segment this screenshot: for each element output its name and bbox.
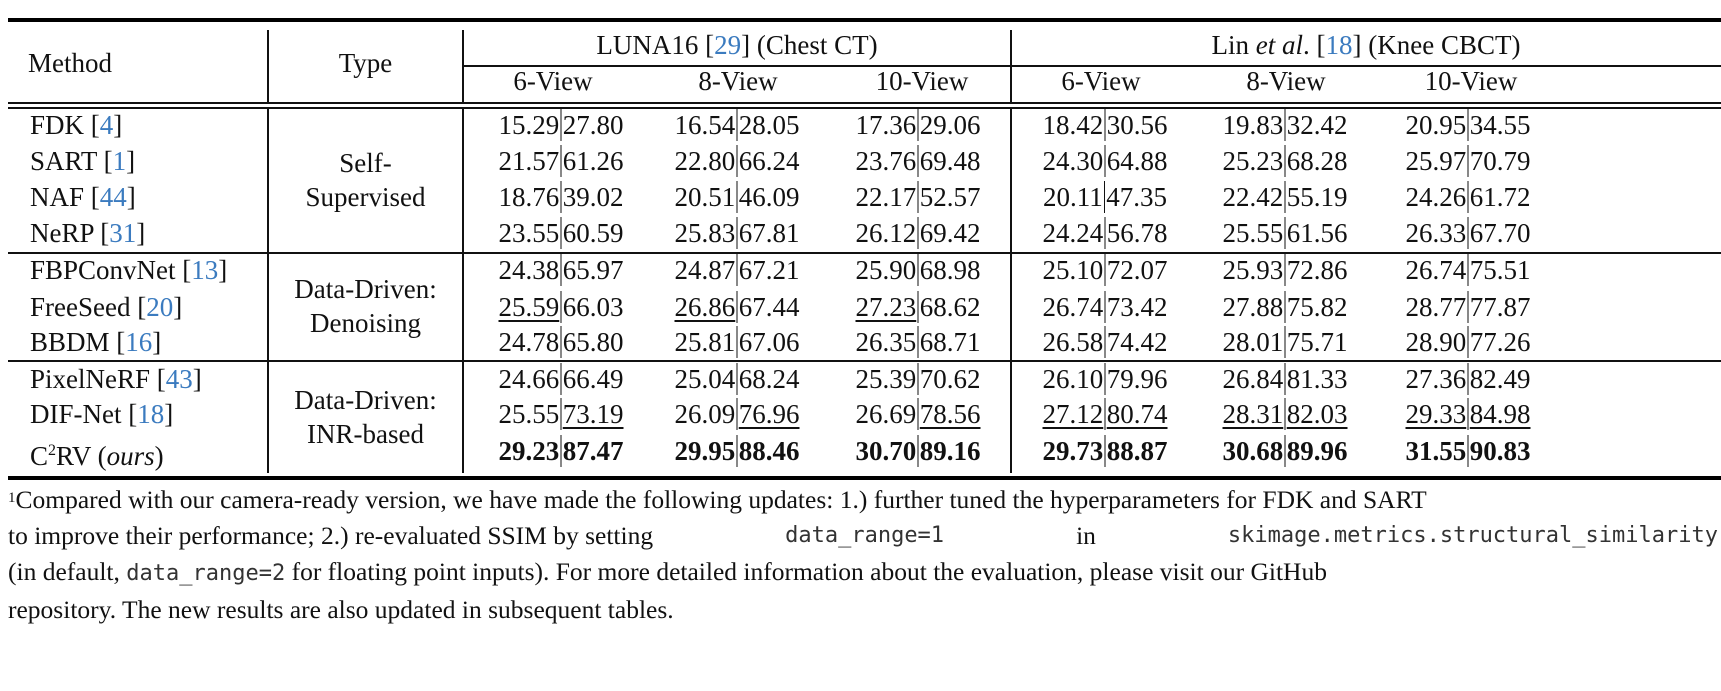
metric-cell bbox=[856, 180, 981, 214]
ssim-value: 81.33 bbox=[1286, 364, 1348, 394]
metric-cell bbox=[499, 290, 624, 324]
metric-cell bbox=[675, 216, 800, 250]
value-separator bbox=[917, 398, 919, 430]
metric-cell bbox=[1043, 180, 1167, 214]
psnr-value: 17.36 bbox=[855, 110, 917, 140]
value-separator bbox=[917, 291, 919, 323]
psnr-value: 25.81 bbox=[674, 327, 736, 357]
value-separator bbox=[1104, 435, 1106, 467]
citation-link[interactable]: 31 bbox=[109, 218, 137, 248]
citation-link[interactable]: 44 bbox=[99, 182, 127, 212]
metric-cell bbox=[1043, 325, 1168, 359]
value-separator bbox=[1104, 254, 1106, 286]
psnr-value: 26.12 bbox=[855, 218, 917, 248]
value-separator bbox=[1467, 398, 1469, 430]
header-view: 8-View bbox=[698, 66, 778, 96]
value-separator bbox=[1467, 435, 1469, 467]
citation-link[interactable]: 13 bbox=[191, 255, 219, 285]
header-dataset-luna16: LUNA16 [29] (Chest CT) bbox=[596, 30, 878, 60]
ssim-value: 78.56 bbox=[919, 399, 981, 429]
psnr-value: 26.69 bbox=[855, 399, 917, 429]
ssim-value: 72.07 bbox=[1106, 255, 1168, 285]
psnr-value: 28.01 bbox=[1222, 327, 1284, 357]
ssim-value: 75.51 bbox=[1469, 255, 1531, 285]
metric-cell bbox=[1223, 434, 1348, 468]
psnr-value: 26.74 bbox=[1042, 292, 1104, 322]
citation-link[interactable]: 18 bbox=[1325, 30, 1353, 60]
ssim-value: 64.88 bbox=[1106, 146, 1168, 176]
psnr-value: 22.42 bbox=[1222, 182, 1284, 212]
citation-link[interactable]: 16 bbox=[125, 327, 153, 357]
psnr-value: 27.88 bbox=[1222, 292, 1284, 322]
header-method: Method bbox=[28, 48, 112, 78]
header-view: 8-View bbox=[1246, 66, 1326, 96]
value-separator bbox=[1467, 217, 1469, 249]
ssim-value: 88.87 bbox=[1106, 436, 1168, 466]
type-self-supervised: Self- Supervised bbox=[305, 148, 426, 212]
metric-cell bbox=[1406, 253, 1531, 287]
value-separator bbox=[1284, 326, 1286, 358]
psnr-value: 25.90 bbox=[855, 255, 917, 285]
ssim-value: 55.19 bbox=[1286, 182, 1348, 212]
value-separator bbox=[1104, 363, 1106, 395]
metric-cell bbox=[1043, 397, 1168, 431]
value-separator bbox=[1284, 363, 1286, 395]
psnr-value: 18.42 bbox=[1042, 110, 1104, 140]
ssim-value: 75.82 bbox=[1286, 292, 1348, 322]
ssim-value: 67.06 bbox=[738, 327, 800, 357]
value-separator bbox=[1467, 181, 1469, 213]
psnr-value: 20.95 bbox=[1405, 110, 1467, 140]
metric-cell bbox=[675, 180, 800, 214]
ssim-value: 56.78 bbox=[1106, 218, 1168, 248]
ssim-value: 65.97 bbox=[562, 255, 624, 285]
footnote-line-4: repository. The new results are also updated in subsequent tables. bbox=[8, 595, 674, 624]
ssim-value: 39.02 bbox=[562, 182, 624, 212]
ssim-value: 76.96 bbox=[738, 399, 800, 429]
ssim-value: 32.42 bbox=[1286, 110, 1348, 140]
metric-cell bbox=[499, 434, 624, 468]
metric-cell bbox=[1223, 325, 1348, 359]
value-separator bbox=[1284, 291, 1286, 323]
ssim-value: 67.70 bbox=[1469, 218, 1531, 248]
psnr-value: 15.29 bbox=[498, 110, 560, 140]
psnr-value: 22.17 bbox=[855, 182, 917, 212]
value-separator bbox=[1467, 363, 1469, 395]
psnr-value: 25.04 bbox=[674, 364, 736, 394]
value-separator bbox=[560, 217, 562, 249]
psnr-value: 24.66 bbox=[498, 364, 560, 394]
psnr-value: 27.23 bbox=[855, 292, 917, 322]
ssim-value: 47.35 bbox=[1106, 182, 1167, 212]
value-separator bbox=[1104, 398, 1106, 430]
psnr-value: 29.73 bbox=[1042, 436, 1104, 466]
metric-cell bbox=[856, 108, 981, 142]
ssim-value: 80.74 bbox=[1106, 399, 1168, 429]
value-separator bbox=[1104, 109, 1106, 141]
value-separator bbox=[560, 291, 562, 323]
table-bottom-rule bbox=[8, 476, 1721, 480]
psnr-value: 20.51 bbox=[674, 182, 736, 212]
psnr-value: 29.33 bbox=[1405, 399, 1467, 429]
metric-cell bbox=[1406, 144, 1531, 178]
psnr-value: 25.39 bbox=[855, 364, 917, 394]
psnr-value: 21.57 bbox=[498, 146, 560, 176]
psnr-value: 24.87 bbox=[674, 255, 736, 285]
metric-cell bbox=[499, 216, 624, 250]
value-separator bbox=[1284, 109, 1286, 141]
psnr-value: 28.31 bbox=[1222, 399, 1284, 429]
psnr-value: 20.11 bbox=[1043, 182, 1103, 212]
value-separator bbox=[560, 435, 562, 467]
psnr-value: 24.30 bbox=[1042, 146, 1104, 176]
method-name: FBPConvNet [13] bbox=[30, 255, 228, 285]
psnr-value: 25.93 bbox=[1222, 255, 1284, 285]
psnr-value: 26.58 bbox=[1042, 327, 1104, 357]
psnr-value: 26.74 bbox=[1405, 255, 1467, 285]
psnr-value: 16.54 bbox=[674, 110, 736, 140]
value-separator bbox=[736, 363, 738, 395]
ssim-value: 52.57 bbox=[919, 182, 981, 212]
psnr-value: 30.68 bbox=[1222, 436, 1284, 466]
metric-cell bbox=[1406, 290, 1531, 324]
ssim-value: 30.56 bbox=[1106, 110, 1168, 140]
citation-link[interactable]: 1 bbox=[112, 146, 127, 176]
ssim-value: 34.55 bbox=[1469, 110, 1531, 140]
citation-link[interactable]: 4 bbox=[99, 110, 114, 140]
value-separator bbox=[1284, 254, 1286, 286]
metric-cell bbox=[499, 253, 624, 287]
metric-cell bbox=[1223, 180, 1348, 214]
ssim-value: 88.46 bbox=[738, 436, 800, 466]
psnr-value: 25.83 bbox=[674, 218, 736, 248]
metric-cell bbox=[675, 253, 800, 287]
value-separator bbox=[1467, 254, 1469, 286]
psnr-value: 25.55 bbox=[498, 399, 560, 429]
ssim-value: 69.48 bbox=[919, 146, 981, 176]
metric-cell bbox=[675, 290, 800, 324]
value-separator bbox=[736, 109, 738, 141]
value-separator bbox=[917, 109, 919, 141]
method-name: $C^2RV$ (ours) bbox=[30, 441, 164, 471]
metric-cell bbox=[499, 180, 624, 214]
psnr-value: 19.83 bbox=[1222, 110, 1284, 140]
psnr-value: 25.97 bbox=[1405, 146, 1467, 176]
ssim-value: 87.47 bbox=[562, 436, 624, 466]
ssim-value: 68.28 bbox=[1286, 146, 1348, 176]
metric-cell bbox=[856, 290, 981, 324]
metric-cell bbox=[675, 362, 800, 396]
metric-cell bbox=[675, 434, 800, 468]
psnr-value: 22.80 bbox=[674, 146, 736, 176]
footnote bbox=[8, 482, 1718, 628]
metric-cell bbox=[856, 144, 981, 178]
value-separator bbox=[917, 217, 919, 249]
psnr-value: 25.23 bbox=[1222, 146, 1284, 176]
metric-cell bbox=[1406, 216, 1531, 250]
value-separator bbox=[917, 145, 919, 177]
metric-cell bbox=[1223, 144, 1348, 178]
value-separator bbox=[917, 435, 919, 467]
header-view: 6-View bbox=[1061, 66, 1141, 96]
ssim-value: 61.72 bbox=[1469, 182, 1531, 212]
metric-cell bbox=[1043, 216, 1168, 250]
metric-cell bbox=[499, 362, 624, 396]
psnr-value: 26.84 bbox=[1222, 364, 1284, 394]
value-separator bbox=[1104, 181, 1106, 213]
psnr-value: 27.36 bbox=[1405, 364, 1467, 394]
ssim-value: 73.42 bbox=[1106, 292, 1168, 322]
value-separator bbox=[1467, 326, 1469, 358]
metric-cell bbox=[1043, 253, 1168, 287]
ssim-value: 67.44 bbox=[738, 292, 800, 322]
header-view: 6-View bbox=[513, 66, 593, 96]
ssim-value: 66.24 bbox=[738, 146, 800, 176]
metric-cell bbox=[1223, 397, 1348, 431]
ssim-value: 77.87 bbox=[1469, 292, 1531, 322]
metric-cell bbox=[1223, 290, 1348, 324]
ssim-value: 27.80 bbox=[562, 110, 624, 140]
type-data-driven-denoising: Data-Driven: Denoising bbox=[294, 274, 437, 338]
value-separator bbox=[917, 254, 919, 286]
value-separator bbox=[1467, 145, 1469, 177]
value-separator bbox=[1284, 398, 1286, 430]
metric-cell bbox=[1406, 180, 1531, 214]
value-separator bbox=[1284, 145, 1286, 177]
type-data-driven-inr: Data-Driven: INR-based bbox=[294, 385, 437, 449]
psnr-value: 26.86 bbox=[674, 292, 736, 322]
metric-cell bbox=[1223, 362, 1348, 396]
psnr-value: 23.76 bbox=[855, 146, 917, 176]
ssim-value: 79.96 bbox=[1106, 364, 1168, 394]
value-separator bbox=[1104, 291, 1106, 323]
ssim-value: 68.71 bbox=[919, 327, 981, 357]
footnote-line-2: to improve their performance; 2.) re-evaluated SSIM by setting data_range=1 in skimage.metrics.structural_similarity bbox=[8, 521, 1718, 550]
ssim-value: 68.24 bbox=[738, 364, 800, 394]
citation-link[interactable]: 18 bbox=[137, 399, 165, 429]
metric-cell bbox=[499, 108, 624, 142]
method-name: PixelNeRF [43] bbox=[30, 364, 202, 394]
ssim-value: 65.80 bbox=[562, 327, 624, 357]
metric-cell bbox=[1043, 290, 1168, 324]
psnr-value: 26.10 bbox=[1042, 364, 1104, 394]
ssim-value: 74.42 bbox=[1106, 327, 1168, 357]
value-separator bbox=[736, 181, 738, 213]
metric-cell bbox=[499, 397, 624, 431]
value-separator bbox=[736, 254, 738, 286]
psnr-value: 24.78 bbox=[498, 327, 560, 357]
metric-cell bbox=[1406, 362, 1531, 396]
ssim-value: 67.21 bbox=[738, 255, 800, 285]
header-view: 10-View bbox=[875, 66, 969, 96]
ssim-value: 68.98 bbox=[919, 255, 981, 285]
psnr-value: 23.55 bbox=[498, 218, 560, 248]
vline-lin-body bbox=[1010, 108, 1012, 473]
ssim-value: 60.59 bbox=[562, 218, 624, 248]
psnr-value: 25.55 bbox=[1222, 218, 1284, 248]
value-separator bbox=[736, 398, 738, 430]
footnote-line-1: $^1$Compared with our camera-ready version, we have made the following updates: 1.) further tuned the hyperparameters for FDK and SART bbox=[8, 485, 1427, 514]
psnr-value: 24.26 bbox=[1405, 182, 1467, 212]
psnr-value: 29.23 bbox=[498, 436, 560, 466]
metric-cell bbox=[1406, 325, 1531, 359]
metric-cell bbox=[856, 216, 981, 250]
metric-cell bbox=[1043, 108, 1168, 142]
caption-partial bbox=[0, 0, 1721, 2]
metric-cell bbox=[675, 108, 800, 142]
psnr-value: 28.77 bbox=[1405, 292, 1467, 322]
footnote-line-3: (in default, data_range=2 for floating point inputs). For more detailed information about the evaluation, please visit our GitHub bbox=[8, 557, 1327, 586]
ssim-value: 82.03 bbox=[1286, 399, 1348, 429]
ssim-value: 66.49 bbox=[562, 364, 624, 394]
value-separator bbox=[1467, 291, 1469, 323]
table-top-rule bbox=[8, 18, 1721, 22]
ssim-value: 89.16 bbox=[919, 436, 981, 466]
value-separator bbox=[1284, 435, 1286, 467]
metric-cell bbox=[499, 144, 624, 178]
psnr-value: 24.24 bbox=[1042, 218, 1104, 248]
value-separator bbox=[917, 181, 919, 213]
ssim-value: 70.79 bbox=[1469, 146, 1531, 176]
ssim-value: 75.71 bbox=[1286, 327, 1348, 357]
citation-link[interactable]: 29 bbox=[714, 30, 742, 60]
metric-cell bbox=[1043, 434, 1168, 468]
psnr-value: 29.95 bbox=[674, 436, 736, 466]
value-separator bbox=[1104, 217, 1106, 249]
ssim-value: 77.26 bbox=[1469, 327, 1531, 357]
ssim-value: 69.42 bbox=[919, 218, 981, 248]
ssim-value: 73.19 bbox=[562, 399, 624, 429]
value-separator bbox=[736, 435, 738, 467]
value-separator bbox=[917, 326, 919, 358]
psnr-value: 30.70 bbox=[855, 436, 917, 466]
value-separator bbox=[1104, 145, 1106, 177]
metric-cell bbox=[856, 362, 981, 396]
value-separator bbox=[1284, 181, 1286, 213]
ssim-value: 46.09 bbox=[738, 182, 800, 212]
method-name: NeRP [31] bbox=[30, 218, 146, 248]
ssim-value: 84.98 bbox=[1469, 399, 1531, 429]
value-separator bbox=[560, 181, 562, 213]
metric-cell bbox=[675, 325, 800, 359]
metric-cell bbox=[675, 397, 800, 431]
metric-cell bbox=[1043, 362, 1168, 396]
value-separator bbox=[736, 326, 738, 358]
ssim-value: 68.62 bbox=[919, 292, 981, 322]
value-separator bbox=[560, 145, 562, 177]
method-name: FDK [4] bbox=[30, 110, 123, 140]
ssim-value: 72.86 bbox=[1286, 255, 1348, 285]
metric-cell bbox=[1043, 144, 1168, 178]
metric-cell bbox=[1223, 108, 1348, 142]
header-view: 10-View bbox=[1424, 66, 1518, 96]
metric-cell bbox=[856, 325, 981, 359]
ssim-value: 28.05 bbox=[738, 110, 800, 140]
psnr-value: 18.76 bbox=[498, 182, 560, 212]
value-separator bbox=[560, 109, 562, 141]
ssim-value: 82.49 bbox=[1469, 364, 1531, 394]
value-separator bbox=[736, 291, 738, 323]
metric-cell bbox=[1406, 397, 1531, 431]
value-separator bbox=[560, 363, 562, 395]
metric-cell bbox=[675, 144, 800, 178]
metric-cell bbox=[856, 434, 981, 468]
psnr-value: 24.38 bbox=[498, 255, 560, 285]
ssim-value: 89.96 bbox=[1286, 436, 1348, 466]
header-dataset-lin: Lin et al. [18] (Knee CBCT) bbox=[1211, 30, 1521, 60]
psnr-value: 31.55 bbox=[1405, 436, 1467, 466]
value-separator bbox=[917, 363, 919, 395]
metric-cell bbox=[856, 253, 981, 287]
method-name: NAF [44] bbox=[30, 182, 136, 212]
ssim-value: 61.26 bbox=[562, 146, 624, 176]
value-separator bbox=[1467, 109, 1469, 141]
psnr-value: 26.33 bbox=[1405, 218, 1467, 248]
ssim-value: 67.81 bbox=[738, 218, 800, 248]
value-separator bbox=[560, 326, 562, 358]
citation-link[interactable]: 43 bbox=[165, 364, 193, 394]
ssim-value: 29.06 bbox=[919, 110, 981, 140]
value-separator bbox=[560, 398, 562, 430]
metric-cell bbox=[1223, 253, 1348, 287]
method-name: BBDM [16] bbox=[30, 327, 162, 357]
metric-cell bbox=[1406, 108, 1531, 142]
psnr-value: 26.09 bbox=[674, 399, 736, 429]
psnr-value: 28.90 bbox=[1405, 327, 1467, 357]
metric-cell bbox=[499, 325, 624, 359]
citation-link[interactable]: 20 bbox=[146, 292, 174, 322]
method-name: DIF-Net [18] bbox=[30, 399, 174, 429]
metric-cell bbox=[856, 397, 981, 431]
method-name: SART [1] bbox=[30, 146, 136, 176]
psnr-value: 25.59 bbox=[498, 292, 560, 322]
value-separator bbox=[736, 145, 738, 177]
metric-cell bbox=[1406, 434, 1531, 468]
ssim-value: 70.62 bbox=[919, 364, 981, 394]
psnr-value: 26.35 bbox=[855, 327, 917, 357]
value-separator bbox=[560, 254, 562, 286]
value-separator bbox=[1284, 217, 1286, 249]
psnr-value: 27.12 bbox=[1042, 399, 1104, 429]
ssim-value: 66.03 bbox=[562, 292, 624, 322]
psnr-value: 25.10 bbox=[1042, 255, 1104, 285]
header-type: Type bbox=[338, 48, 393, 78]
value-separator bbox=[1104, 326, 1106, 358]
metric-cell bbox=[1223, 216, 1348, 250]
ssim-value: 90.83 bbox=[1469, 436, 1531, 466]
ssim-value: 61.56 bbox=[1286, 218, 1348, 248]
method-name: FreeSeed [20] bbox=[30, 292, 183, 322]
value-separator bbox=[736, 217, 738, 249]
header-rule-1 bbox=[8, 102, 1721, 104]
